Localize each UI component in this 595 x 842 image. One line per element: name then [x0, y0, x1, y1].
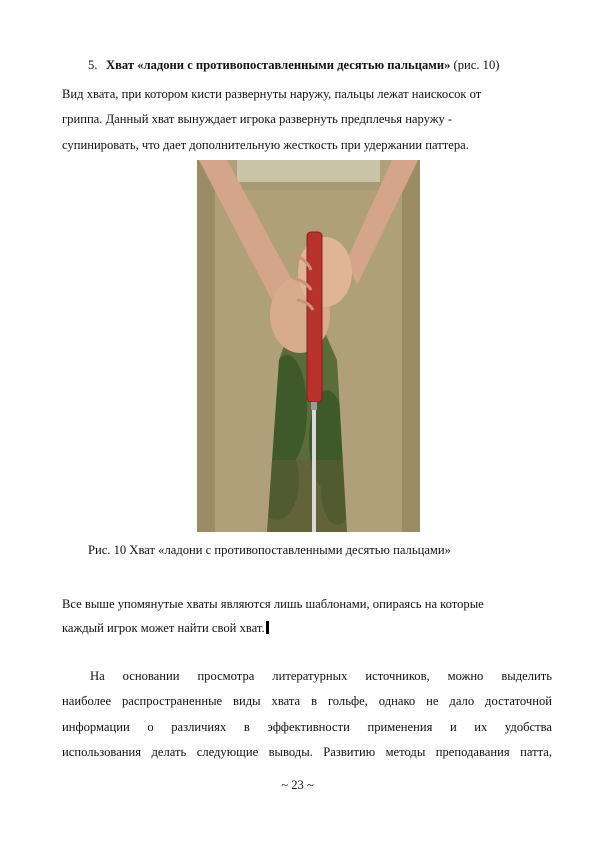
section-number: 5.	[88, 58, 98, 72]
paragraph-line	[62, 620, 269, 636]
figure-reference: (рис. 10)	[450, 58, 500, 72]
section-title: Хват «ладони с противопоставленными десятью пальцами»	[106, 58, 451, 72]
paragraph-line: гриппа. Данный хват вынуждает игрока развернуть предплечья наружу -	[62, 112, 453, 126]
paragraph-line: наиболее распространенные виды хвата в гольфе, однако не дало достаточной	[62, 694, 552, 708]
paragraph-line: супинировать, что дает дополнительную жесткость при удержании паттера.	[62, 138, 469, 152]
paragraph-line: Все выше упомянутые хваты являются лишь шаблонами, опираясь на которые	[62, 597, 484, 611]
paragraph-line: информации о различиях в эффективности применения и их удобства	[62, 720, 552, 734]
paragraph-line: Вид хвата, при котором кисти развернуты наружу, пальцы лежат наискосок от	[62, 87, 482, 101]
golf-grip-photo	[197, 160, 420, 532]
section-heading	[106, 58, 499, 73]
page-number: ~ 23 ~	[281, 778, 314, 792]
paragraph-line: использования делать следующие выводы. Развитию методы преподавания патта,	[62, 745, 552, 759]
paragraph-line: На основании просмотра литературных источников, можно выделить	[90, 669, 552, 683]
paragraph-text: каждый игрок может найти свой хват.	[62, 621, 265, 635]
text-cursor	[266, 621, 269, 634]
figure-caption: Рис. 10 Хват «ладони с противопоставленными десятью пальцами»	[88, 543, 451, 557]
